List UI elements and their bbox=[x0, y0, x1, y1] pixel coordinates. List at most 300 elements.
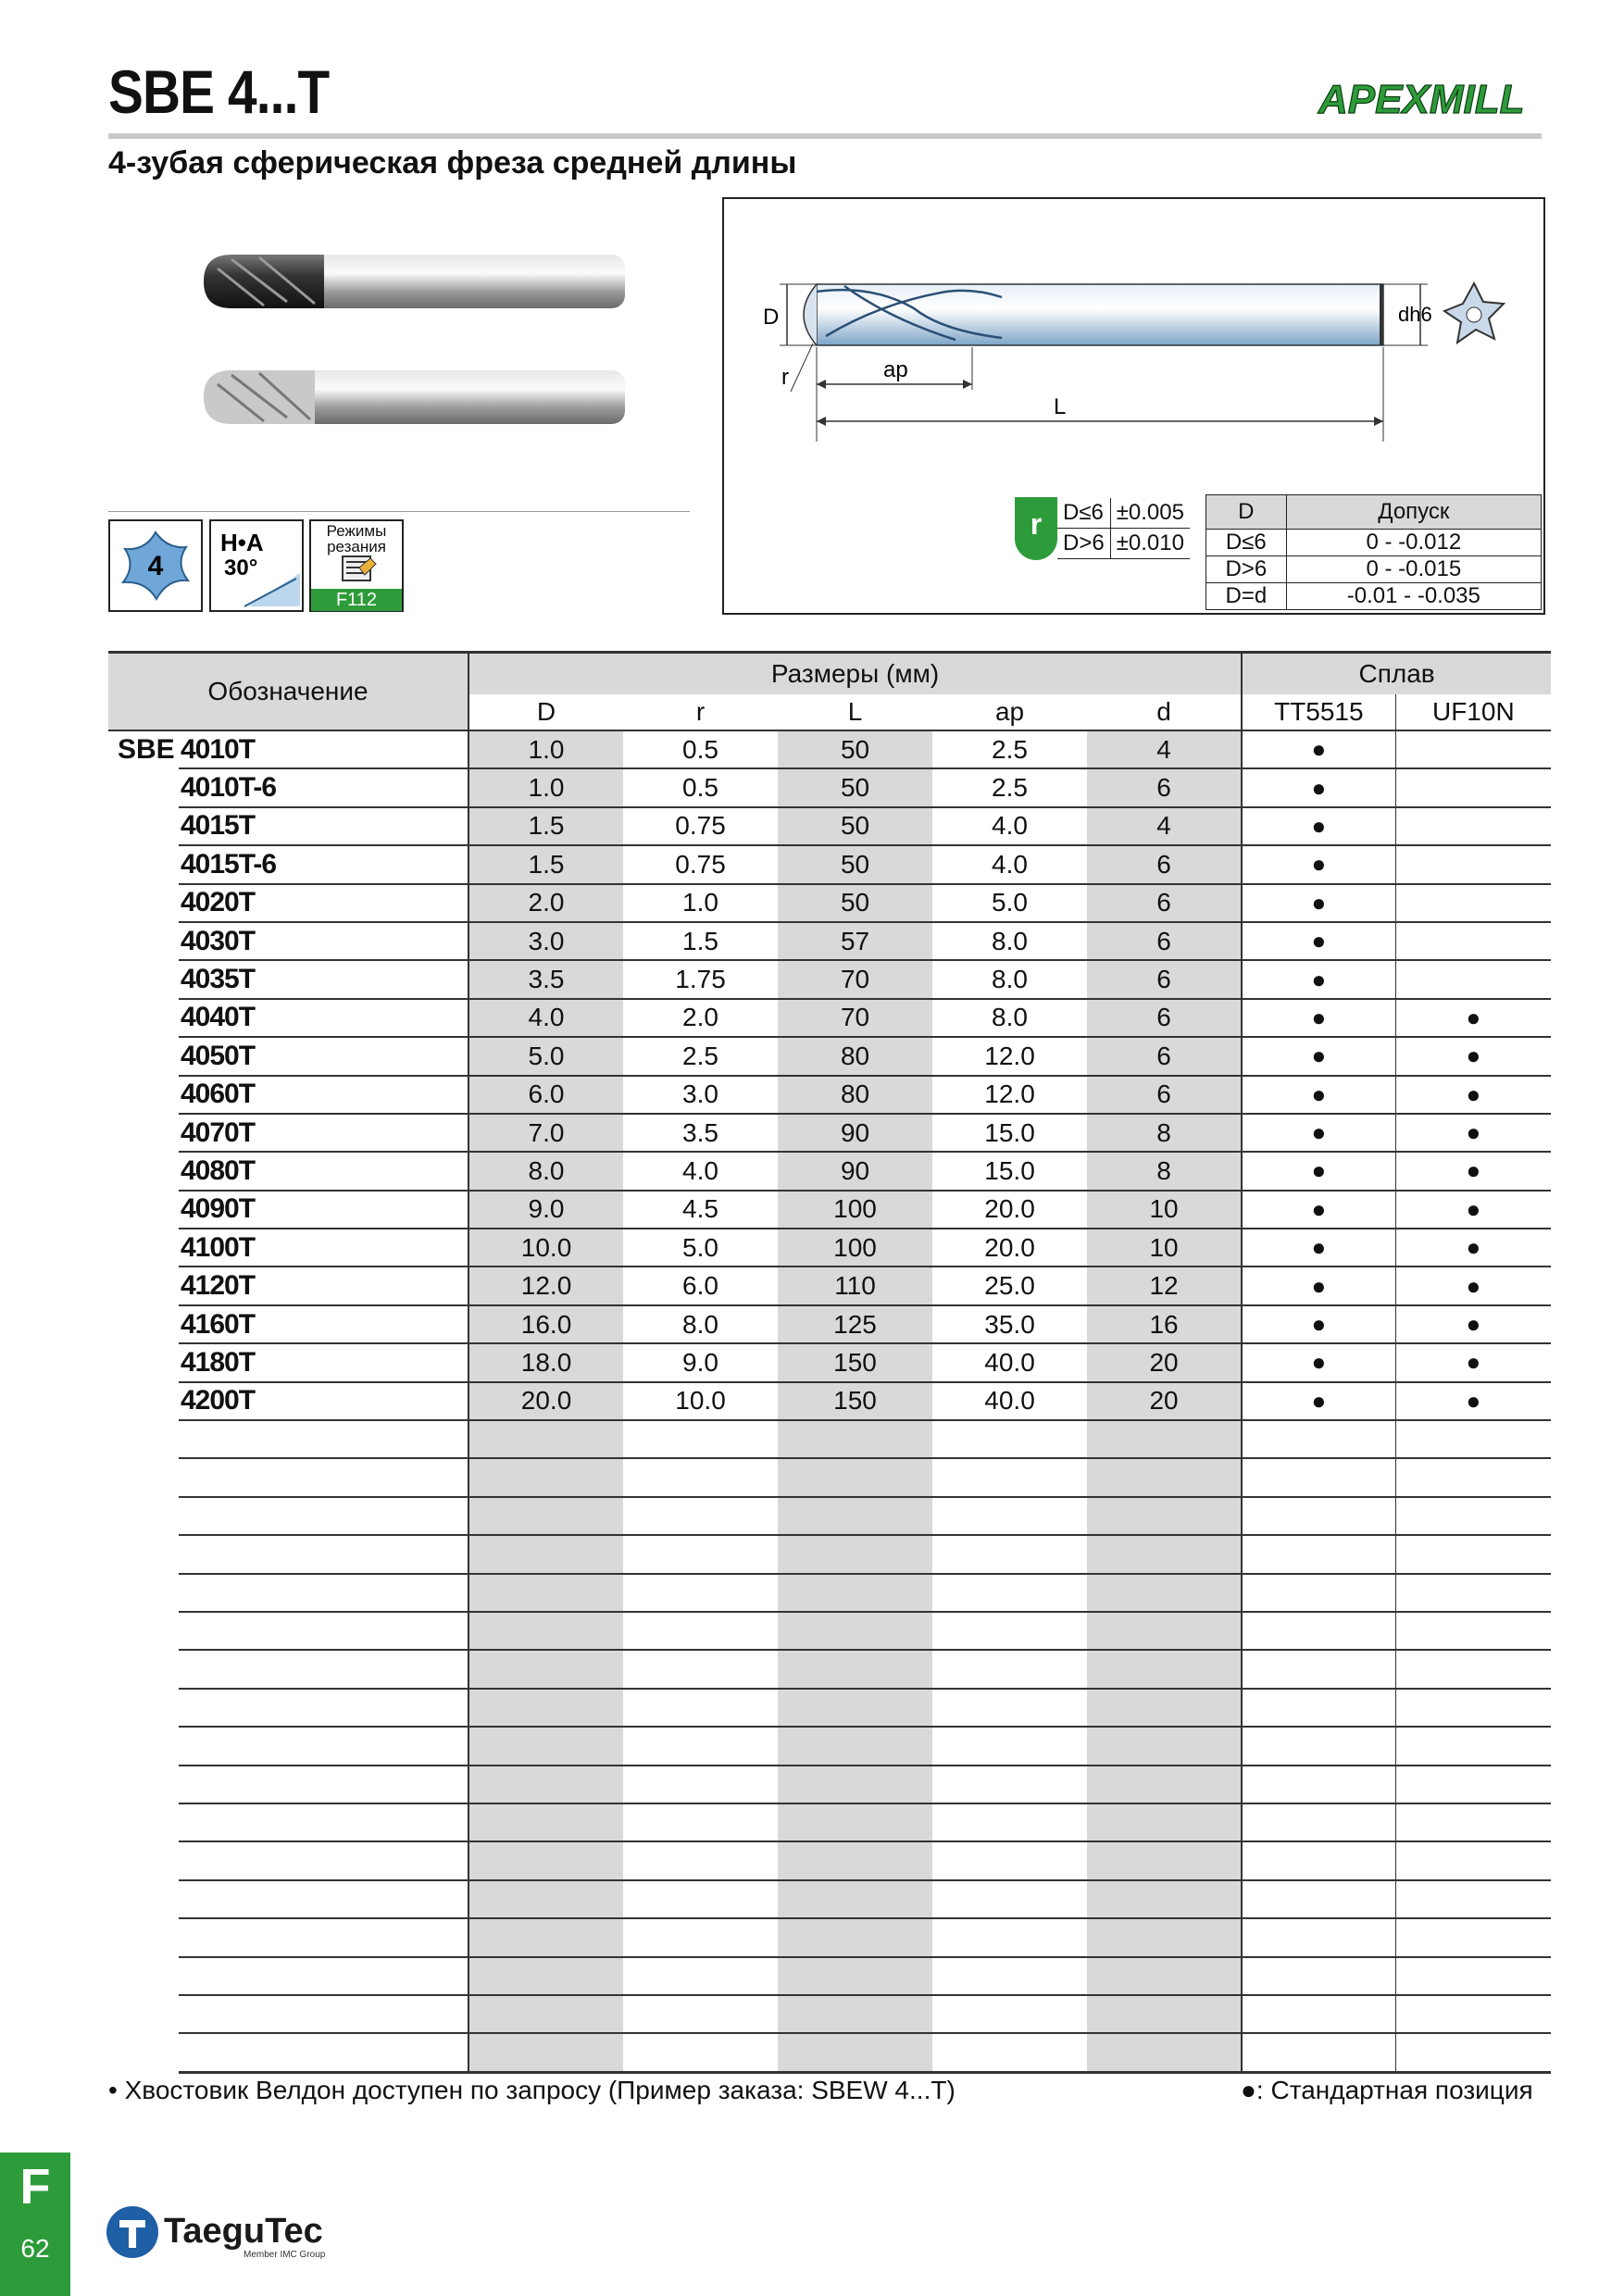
d-tolerance-table bbox=[1206, 494, 1542, 610]
cell-ap bbox=[932, 1689, 1087, 1727]
cell-ap: 2.5 bbox=[932, 768, 1087, 806]
cell-L: 100 bbox=[778, 1229, 932, 1267]
d-tol-row: D=d -0.01 - -0.035 bbox=[1206, 583, 1542, 610]
cell-alloy-1: ● bbox=[1242, 768, 1395, 806]
row-code: 4060T bbox=[179, 1076, 468, 1114]
cell-D: 1.5 bbox=[468, 807, 623, 845]
cell-r bbox=[623, 1612, 778, 1650]
cell-r: 0.5 bbox=[623, 768, 778, 806]
cell-D: 2.0 bbox=[468, 884, 623, 922]
cell-D: 1.0 bbox=[468, 768, 623, 806]
cell-d: 8 bbox=[1087, 1114, 1242, 1152]
row-prefix bbox=[108, 922, 179, 960]
cell-ap bbox=[932, 1995, 1087, 2033]
row-prefix bbox=[108, 1497, 179, 1535]
cell-r: 6.0 bbox=[623, 1267, 778, 1304]
cell-ap: 2.5 bbox=[932, 730, 1087, 768]
cell-d bbox=[1087, 1727, 1242, 1765]
cell-d bbox=[1087, 1612, 1242, 1650]
cell-r: 9.0 bbox=[623, 1343, 778, 1381]
cell-d bbox=[1087, 1957, 1242, 1995]
product-table bbox=[108, 651, 1551, 2074]
cell-ap bbox=[932, 1420, 1087, 1458]
cell-alloy-2 bbox=[1395, 1957, 1551, 1995]
cell-alloy-1 bbox=[1242, 1574, 1395, 1612]
cell-alloy-1: ● bbox=[1242, 1382, 1395, 1420]
tool-photos bbox=[176, 231, 639, 444]
cell-L: 50 bbox=[778, 807, 932, 845]
cell-ap bbox=[932, 1650, 1087, 1688]
cell-alloy-2 bbox=[1395, 1766, 1551, 1803]
cell-L: 50 bbox=[778, 884, 932, 922]
col-alloy-2: UF10N bbox=[1395, 694, 1551, 730]
row-prefix bbox=[108, 1535, 179, 1573]
cell-alloy-2: ● bbox=[1395, 1037, 1551, 1075]
cell-r: 0.5 bbox=[623, 730, 778, 768]
cell-alloy-2: ● bbox=[1395, 1114, 1551, 1152]
row-code bbox=[179, 1650, 468, 1688]
cell-D bbox=[468, 1497, 623, 1535]
row-prefix bbox=[108, 1918, 179, 1956]
cell-alloy-2: ● bbox=[1395, 1076, 1551, 1114]
cell-L bbox=[778, 1957, 932, 1995]
cell-D bbox=[468, 1420, 623, 1458]
cell-r: 3.5 bbox=[623, 1114, 778, 1152]
cell-D: 3.0 bbox=[468, 922, 623, 960]
col-alloy-1: TT5515 bbox=[1242, 694, 1395, 730]
cell-D bbox=[468, 1650, 623, 1688]
table-row bbox=[108, 1152, 1551, 1190]
table-row-empty bbox=[108, 1841, 1551, 1879]
cell-alloy-1: ● bbox=[1242, 1229, 1395, 1267]
row-code bbox=[179, 1420, 468, 1458]
footnote-weldon: • Хвостовик Велдон доступен по запросу (Пример заказа: SBEW 4...T) bbox=[108, 2076, 956, 2104]
cell-L bbox=[778, 1727, 932, 1765]
row-prefix bbox=[108, 1420, 179, 1458]
col-r: r bbox=[623, 694, 778, 730]
cell-ap: 5.0 bbox=[932, 884, 1087, 922]
row-prefix bbox=[108, 1343, 179, 1381]
cutting-conditions-icon[interactable] bbox=[309, 519, 404, 612]
cell-D: 8.0 bbox=[468, 1152, 623, 1190]
cell-r bbox=[623, 1727, 778, 1765]
cell-D bbox=[468, 1995, 623, 2033]
cell-r: 1.5 bbox=[623, 922, 778, 960]
row-code bbox=[179, 1880, 468, 1918]
row-prefix: SBE bbox=[118, 734, 175, 766]
cell-alloy-2 bbox=[1395, 730, 1551, 768]
cell-d: 6 bbox=[1087, 845, 1242, 883]
cell-alloy-2 bbox=[1395, 1574, 1551, 1612]
cell-r: 8.0 bbox=[623, 1305, 778, 1343]
row-code: 4015T bbox=[179, 807, 468, 845]
cell-D: 20.0 bbox=[468, 1382, 623, 1420]
cell-r bbox=[623, 1497, 778, 1535]
row-prefix bbox=[108, 1841, 179, 1879]
table-row-empty bbox=[108, 1880, 1551, 1918]
table-row-empty bbox=[108, 1803, 1551, 1841]
row-prefix bbox=[108, 1957, 179, 1995]
cell-d: 16 bbox=[1087, 1305, 1242, 1343]
cell-D: 1.0 bbox=[468, 730, 623, 768]
row-code: 4015T-6 bbox=[179, 845, 468, 883]
section-letter: F bbox=[19, 2159, 51, 2215]
cell-alloy-1: ● bbox=[1242, 1114, 1395, 1152]
cell-L bbox=[778, 1535, 932, 1573]
cell-D bbox=[468, 1957, 623, 1995]
table-row bbox=[108, 1382, 1551, 1420]
table-row bbox=[108, 960, 1551, 998]
row-code bbox=[179, 1689, 468, 1727]
cell-D: 9.0 bbox=[468, 1191, 623, 1229]
cell-L bbox=[778, 1766, 932, 1803]
cell-ap bbox=[932, 1574, 1087, 1612]
cell-r: 0.75 bbox=[623, 845, 778, 883]
cell-L bbox=[778, 1803, 932, 1841]
r-tol-value: ±0.005 bbox=[1110, 498, 1190, 529]
cell-alloy-2 bbox=[1395, 1612, 1551, 1650]
cell-alloy-2 bbox=[1395, 1995, 1551, 2033]
cell-D bbox=[468, 1766, 623, 1803]
cell-L bbox=[778, 1612, 932, 1650]
cell-d: 4 bbox=[1087, 730, 1242, 768]
cell-L bbox=[778, 1918, 932, 1956]
cell-alloy-1: ● bbox=[1242, 1191, 1395, 1229]
cell-r bbox=[623, 1420, 778, 1458]
table-row-empty bbox=[108, 1766, 1551, 1803]
cell-d bbox=[1087, 2033, 1242, 2072]
cell-alloy-1 bbox=[1242, 1689, 1395, 1727]
cell-alloy-1 bbox=[1242, 1727, 1395, 1765]
cell-alloy-2: ● bbox=[1395, 1382, 1551, 1420]
cell-r bbox=[623, 1535, 778, 1573]
table-row-empty bbox=[108, 1535, 1551, 1573]
cell-alloy-1 bbox=[1242, 1995, 1395, 2033]
label-dh6: dh6 bbox=[1398, 303, 1432, 326]
helix-angle: 30° bbox=[224, 555, 258, 580]
cell-alloy-2 bbox=[1395, 2033, 1551, 2072]
cell-L: 50 bbox=[778, 768, 932, 806]
cell-D: 10.0 bbox=[468, 1229, 623, 1267]
row-prefix bbox=[108, 1305, 179, 1343]
cell-d: 6 bbox=[1087, 884, 1242, 922]
r-tol-row bbox=[1057, 529, 1190, 559]
d-tol-header-D: D bbox=[1206, 495, 1287, 530]
col-d: d bbox=[1087, 694, 1242, 730]
cell-L: 50 bbox=[778, 730, 932, 768]
cell-d: 6 bbox=[1087, 1076, 1242, 1114]
row-code: 4020T bbox=[179, 884, 468, 922]
row-code bbox=[179, 2033, 468, 2072]
cell-alloy-1 bbox=[1242, 1458, 1395, 1496]
cell-L bbox=[778, 1574, 932, 1612]
r-tol-row bbox=[1057, 498, 1190, 529]
row-code bbox=[179, 1458, 468, 1496]
cell-alloy-2 bbox=[1395, 1803, 1551, 1841]
cell-alloy-1: ● bbox=[1242, 1343, 1395, 1381]
r-tol-value: ±0.010 bbox=[1110, 529, 1190, 559]
cell-r: 2.5 bbox=[623, 1037, 778, 1075]
cell-alloy-1 bbox=[1242, 1650, 1395, 1688]
row-code: 4010T bbox=[179, 730, 468, 768]
cell-alloy-2 bbox=[1395, 922, 1551, 960]
conditions-label: Режимы резания bbox=[326, 522, 387, 555]
cell-ap bbox=[932, 1957, 1087, 1995]
row-prefix bbox=[108, 1037, 179, 1075]
cell-ap: 12.0 bbox=[932, 1037, 1087, 1075]
cell-L bbox=[778, 1689, 932, 1727]
cell-d bbox=[1087, 1574, 1242, 1612]
cell-ap: 4.0 bbox=[932, 845, 1087, 883]
tool-drawing bbox=[724, 199, 1543, 477]
cell-r: 0.75 bbox=[623, 807, 778, 845]
cell-ap bbox=[932, 1727, 1087, 1765]
table-row-empty bbox=[108, 1497, 1551, 1535]
tool-photo-coated bbox=[204, 255, 625, 308]
cell-alloy-2: ● bbox=[1395, 1305, 1551, 1343]
cell-d: 10 bbox=[1087, 1191, 1242, 1229]
row-prefix bbox=[108, 1458, 179, 1496]
cell-d bbox=[1087, 1766, 1242, 1803]
cell-ap bbox=[932, 1497, 1087, 1535]
table-row bbox=[108, 1037, 1551, 1075]
label-D: D bbox=[763, 305, 780, 330]
cell-ap: 15.0 bbox=[932, 1114, 1087, 1152]
cell-D bbox=[468, 1458, 623, 1496]
photo-divider bbox=[108, 511, 690, 512]
row-prefix bbox=[108, 1995, 179, 2033]
cell-alloy-2 bbox=[1395, 1841, 1551, 1879]
cell-L: 90 bbox=[778, 1152, 932, 1190]
cell-r: 4.5 bbox=[623, 1191, 778, 1229]
page-title: SBE 4...T bbox=[108, 57, 330, 126]
cell-ap bbox=[932, 1458, 1087, 1496]
cell-L bbox=[778, 1650, 932, 1688]
cell-ap: 40.0 bbox=[932, 1382, 1087, 1420]
cell-d: 4 bbox=[1087, 807, 1242, 845]
cell-D bbox=[468, 1689, 623, 1727]
cell-d bbox=[1087, 1918, 1242, 1956]
cell-L bbox=[778, 1995, 932, 2033]
brand-name: TaeguTec bbox=[164, 2212, 323, 2251]
cell-alloy-1: ● bbox=[1242, 1305, 1395, 1343]
cell-D bbox=[468, 2033, 623, 2072]
cell-L: 110 bbox=[778, 1267, 932, 1304]
cell-r bbox=[623, 1574, 778, 1612]
cell-alloy-1 bbox=[1242, 1766, 1395, 1803]
row-prefix bbox=[108, 884, 179, 922]
cell-D: 16.0 bbox=[468, 1305, 623, 1343]
cell-alloy-1 bbox=[1242, 1803, 1395, 1841]
cell-d: 6 bbox=[1087, 922, 1242, 960]
cell-d: 20 bbox=[1087, 1343, 1242, 1381]
row-code: 4040T bbox=[179, 999, 468, 1037]
header-rule bbox=[108, 133, 1542, 139]
row-code bbox=[179, 1574, 468, 1612]
end-view-icon bbox=[1444, 283, 1504, 343]
cell-d: 12 bbox=[1087, 1267, 1242, 1304]
page-subtitle: 4-зубая сферическая фреза средней длины bbox=[108, 145, 797, 181]
cell-alloy-2 bbox=[1395, 768, 1551, 806]
cell-alloy-1: ● bbox=[1242, 845, 1395, 883]
d-tol-header-tol: Допуск bbox=[1286, 495, 1541, 530]
label-L: L bbox=[1054, 394, 1067, 419]
cell-ap bbox=[932, 1535, 1087, 1573]
table-row bbox=[108, 807, 1551, 845]
cell-alloy-1 bbox=[1242, 1918, 1395, 1956]
cell-ap bbox=[932, 2033, 1087, 2072]
cell-ap bbox=[932, 1918, 1087, 1956]
cell-alloy-1: ● bbox=[1242, 1037, 1395, 1075]
cell-alloy-2 bbox=[1395, 1880, 1551, 1918]
cell-alloy-2 bbox=[1395, 1689, 1551, 1727]
page-number: 62 bbox=[20, 2234, 50, 2263]
cell-alloy-1: ● bbox=[1242, 1267, 1395, 1304]
cell-D: 4.0 bbox=[468, 999, 623, 1037]
logo-text: APEXMILL bbox=[1318, 77, 1525, 120]
cell-ap: 25.0 bbox=[932, 1267, 1087, 1304]
cell-r bbox=[623, 1957, 778, 1995]
helix-label: H•A bbox=[220, 529, 264, 556]
table-row-empty bbox=[108, 1689, 1551, 1727]
cell-D: 1.5 bbox=[468, 845, 623, 883]
cell-alloy-1: ● bbox=[1242, 999, 1395, 1037]
table-row bbox=[108, 1114, 1551, 1152]
cell-ap bbox=[932, 1880, 1087, 1918]
cell-r: 3.0 bbox=[623, 1076, 778, 1114]
cell-L: 150 bbox=[778, 1343, 932, 1381]
cell-ap: 40.0 bbox=[932, 1343, 1087, 1381]
row-prefix bbox=[108, 1574, 179, 1612]
cell-d bbox=[1087, 1880, 1242, 1918]
r-tolerance-table bbox=[1057, 498, 1190, 559]
cell-d: 10 bbox=[1087, 1229, 1242, 1267]
row-code bbox=[179, 1841, 468, 1879]
cell-alloy-1 bbox=[1242, 1880, 1395, 1918]
row-prefix bbox=[108, 1076, 179, 1114]
cell-r bbox=[623, 2033, 778, 2072]
cell-ap: 4.0 bbox=[932, 807, 1087, 845]
table-row bbox=[108, 1229, 1551, 1267]
row-code: 4120T bbox=[179, 1267, 468, 1304]
row-code bbox=[179, 1727, 468, 1765]
table-row-empty bbox=[108, 1574, 1551, 1612]
d-tol-row: D≤6 0 - -0.012 bbox=[1206, 530, 1542, 556]
cell-r bbox=[623, 1918, 778, 1956]
cell-r bbox=[623, 1766, 778, 1803]
r-tolerance-badge: r bbox=[1015, 497, 1057, 560]
cell-r bbox=[623, 1803, 778, 1841]
row-code: 4180T bbox=[179, 1343, 468, 1381]
row-code bbox=[179, 1957, 468, 1995]
cell-alloy-1: ● bbox=[1242, 730, 1395, 768]
cell-r bbox=[623, 1650, 778, 1688]
row-code bbox=[179, 1803, 468, 1841]
cell-d: 6 bbox=[1087, 960, 1242, 998]
row-prefix bbox=[108, 2033, 179, 2072]
cell-L: 70 bbox=[778, 960, 932, 998]
cell-d bbox=[1087, 1420, 1242, 1458]
row-prefix bbox=[108, 1114, 179, 1152]
cell-L: 80 bbox=[778, 1037, 932, 1075]
cell-alloy-1 bbox=[1242, 2033, 1395, 2072]
cell-ap: 35.0 bbox=[932, 1305, 1087, 1343]
cell-L bbox=[778, 1458, 932, 1496]
table-row bbox=[108, 730, 1551, 768]
row-prefix bbox=[108, 1650, 179, 1688]
cell-r: 5.0 bbox=[623, 1229, 778, 1267]
cell-D: 5.0 bbox=[468, 1037, 623, 1075]
taegutec-logo bbox=[105, 2202, 345, 2263]
cell-r bbox=[623, 1880, 778, 1918]
cell-alloy-1 bbox=[1242, 1612, 1395, 1650]
row-code: 4090T bbox=[179, 1191, 468, 1229]
cell-D bbox=[468, 1574, 623, 1612]
cell-ap: 8.0 bbox=[932, 922, 1087, 960]
row-code: 4070T bbox=[179, 1114, 468, 1152]
brand-sub: Member IMC Group bbox=[244, 2250, 326, 2260]
table-row bbox=[108, 1191, 1551, 1229]
col-ap: ap bbox=[932, 694, 1087, 730]
row-code bbox=[179, 1918, 468, 1956]
cell-r: 2.0 bbox=[623, 999, 778, 1037]
cell-r: 10.0 bbox=[623, 1382, 778, 1420]
four-flute-icon bbox=[108, 519, 203, 612]
row-prefix bbox=[108, 1727, 179, 1765]
cell-ap: 15.0 bbox=[932, 1152, 1087, 1190]
cell-d bbox=[1087, 1803, 1242, 1841]
row-prefix bbox=[108, 768, 179, 806]
cell-d: 8 bbox=[1087, 1152, 1242, 1190]
table-row bbox=[108, 845, 1551, 883]
label-ap: ap bbox=[883, 357, 908, 382]
table-row-empty bbox=[108, 1918, 1551, 1956]
cell-alloy-1: ● bbox=[1242, 922, 1395, 960]
cell-r bbox=[623, 1995, 778, 2033]
cell-ap: 20.0 bbox=[932, 1229, 1087, 1267]
cell-r bbox=[623, 1689, 778, 1727]
row-code: 4200T bbox=[179, 1382, 468, 1420]
cell-alloy-2 bbox=[1395, 1727, 1551, 1765]
row-prefix bbox=[108, 1766, 179, 1803]
table-row-empty bbox=[108, 2033, 1551, 2072]
row-code bbox=[179, 1497, 468, 1535]
cell-L: 150 bbox=[778, 1382, 932, 1420]
cell-alloy-2: ● bbox=[1395, 1229, 1551, 1267]
cell-r: 1.0 bbox=[623, 884, 778, 922]
cell-alloy-2 bbox=[1395, 1918, 1551, 1956]
row-code: 4010T-6 bbox=[179, 768, 468, 806]
row-code: 4035T bbox=[179, 960, 468, 998]
cell-ap: 12.0 bbox=[932, 1076, 1087, 1114]
cell-alloy-2: ● bbox=[1395, 1191, 1551, 1229]
row-code bbox=[179, 1995, 468, 2033]
row-prefix bbox=[108, 1880, 179, 1918]
cell-alloy-2 bbox=[1395, 1420, 1551, 1458]
cell-d bbox=[1087, 1458, 1242, 1496]
table-row bbox=[108, 922, 1551, 960]
cell-L bbox=[778, 1497, 932, 1535]
table-row bbox=[108, 1343, 1551, 1381]
row-prefix bbox=[108, 1803, 179, 1841]
cell-alloy-2 bbox=[1395, 884, 1551, 922]
cell-alloy-2: ● bbox=[1395, 1267, 1551, 1304]
cell-d bbox=[1087, 1650, 1242, 1688]
row-code: 4030T bbox=[179, 922, 468, 960]
cell-D: 18.0 bbox=[468, 1343, 623, 1381]
cell-ap bbox=[932, 1841, 1087, 1879]
flute-count: 4 bbox=[147, 551, 164, 581]
